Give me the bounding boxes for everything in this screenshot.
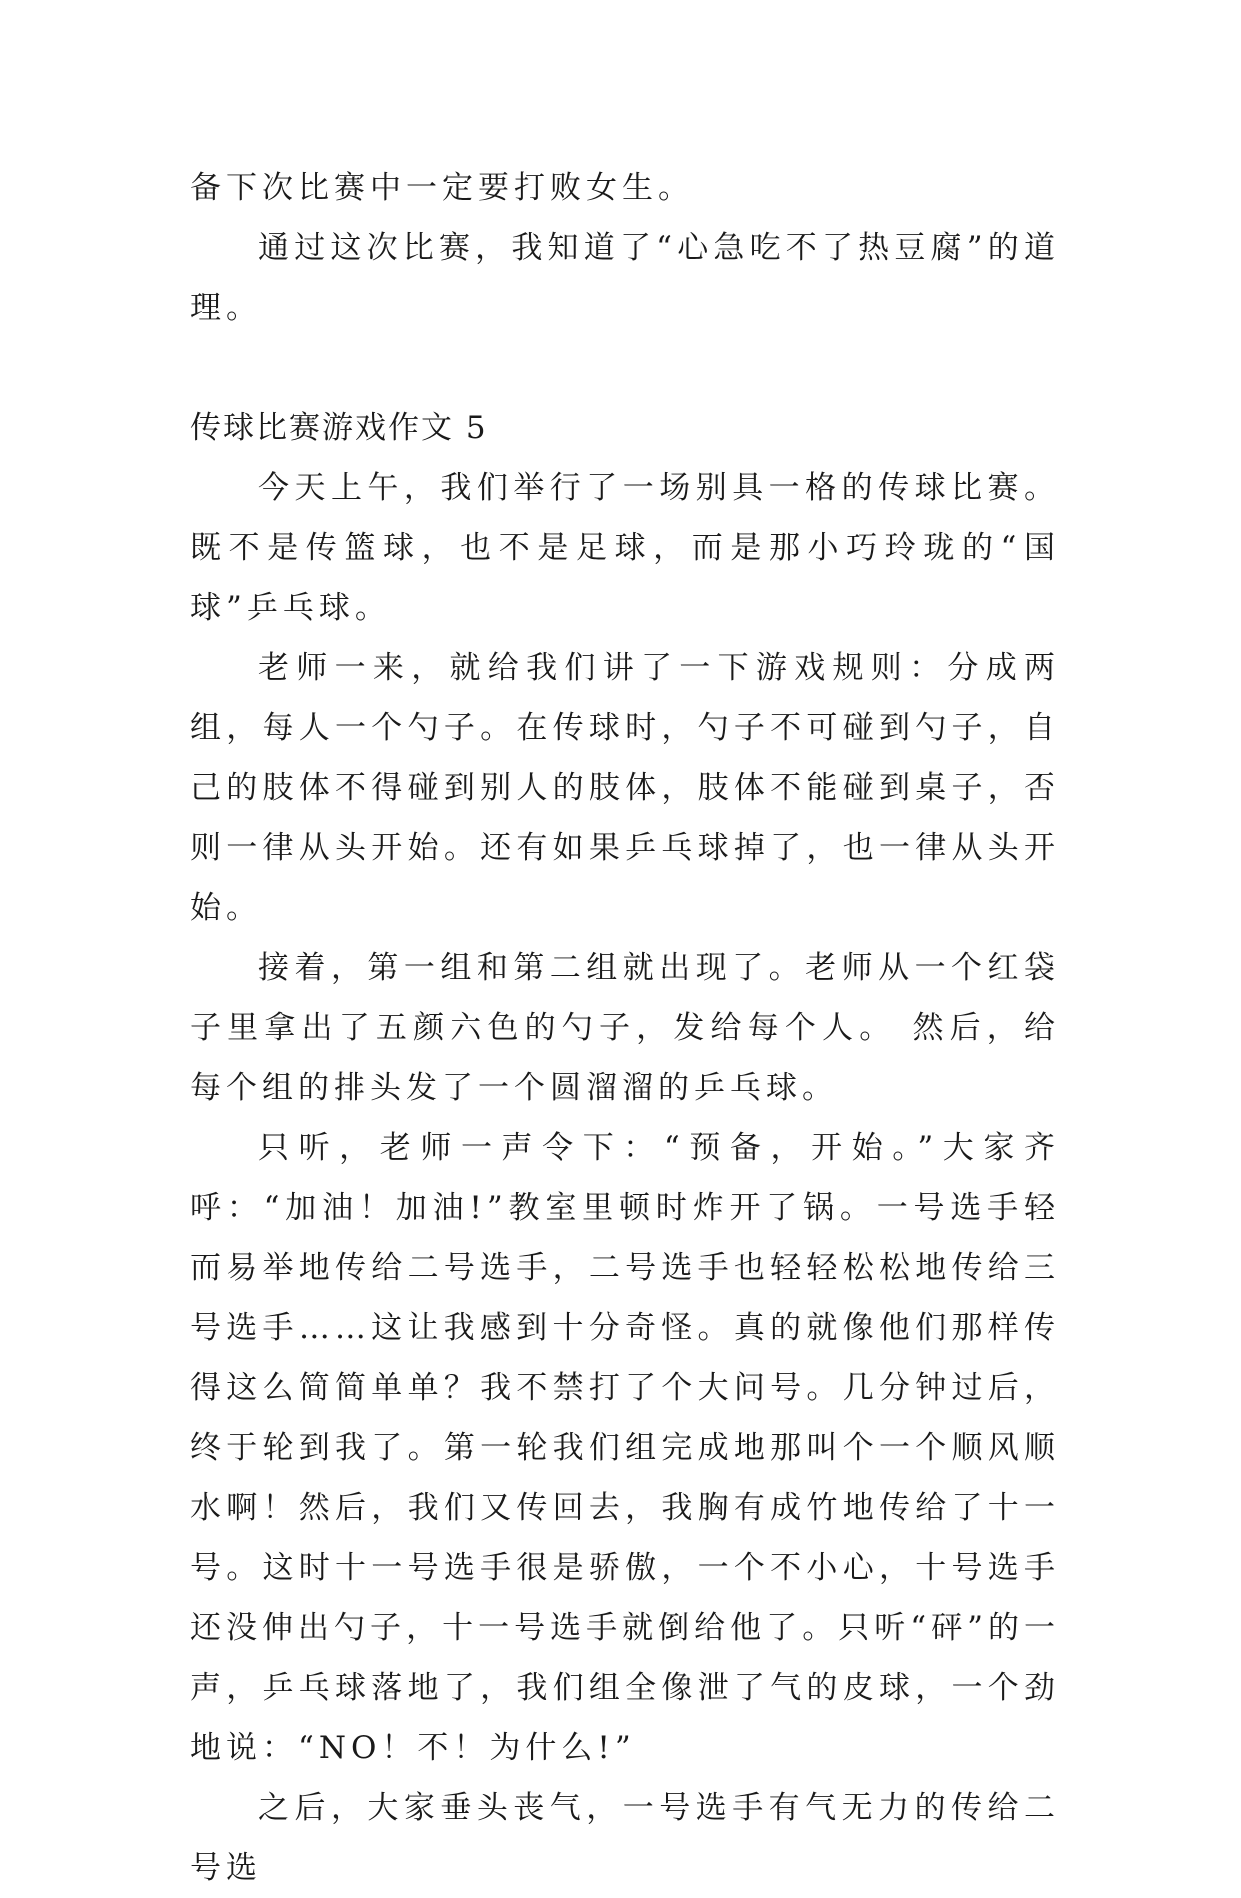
paragraph-conclusion: 通过这次比赛，我知道了“心急吃不了热豆腐”的道理。: [190, 230, 1060, 326]
paragraph: 老师一来，就给我们讲了一下游戏规则：分成两组，每人一个勺子。在传球时，勺子不可碰到勺子，自己的肢体不得碰到别人的肢体，肢体不能碰到桌子，否则一律从头开始。还有如果乒乓球掉了，也一律从头开始。: [190, 650, 1060, 926]
section-gap: [190, 338, 1060, 398]
paragraph: 只听，老师一声令下：“预备，开始。”大家齐呼：“加油！加油!”教室里顿时炸开了锅。一号选手轻而易举地传给二号选手，二号选手也轻轻松松地传给三号选手……这让我感到十分奇怪。真的就像他们那样传得这么简简单单？我不禁打了个大问号。几分钟过后，终于轮到我了。第一轮我们组完成地那叫个一个顺风顺水啊！然后，我们又传回去，我胸有成竹地传给了十一号。这时十一号选手很是骄傲，一个不小心，十号选手还没伸出勺子，十一号选手就倒给他了。只听“砰”的一声，乒乓球落地了，我们组全像泄了气的皮球，一个劲地说：“NO！不！为什么!”: [190, 1130, 1060, 1766]
paragraph: 今天上午，我们举行了一场别具一格的传球比赛。既不是传篮球，也不是足球，而是那小巧玲珑的“国球”乒乓球。: [190, 470, 1060, 626]
paragraph: 接着，第一组和第二组就出现了。老师从一个红袋子里拿出了五颜六色的勺子，发给每个人。 然后，给每个组的排头发了一个圆溜溜的乒乓球。: [190, 950, 1060, 1106]
document-body: [190, 158, 1060, 1898]
paragraph: 之后，大家垂头丧气，一号选手有气无力的传给二号选: [190, 1790, 1060, 1886]
section-title: 传球比赛游戏作文 5: [190, 410, 488, 446]
paragraph-continuation: 备下次比赛中一定要打败女生。: [190, 170, 694, 206]
